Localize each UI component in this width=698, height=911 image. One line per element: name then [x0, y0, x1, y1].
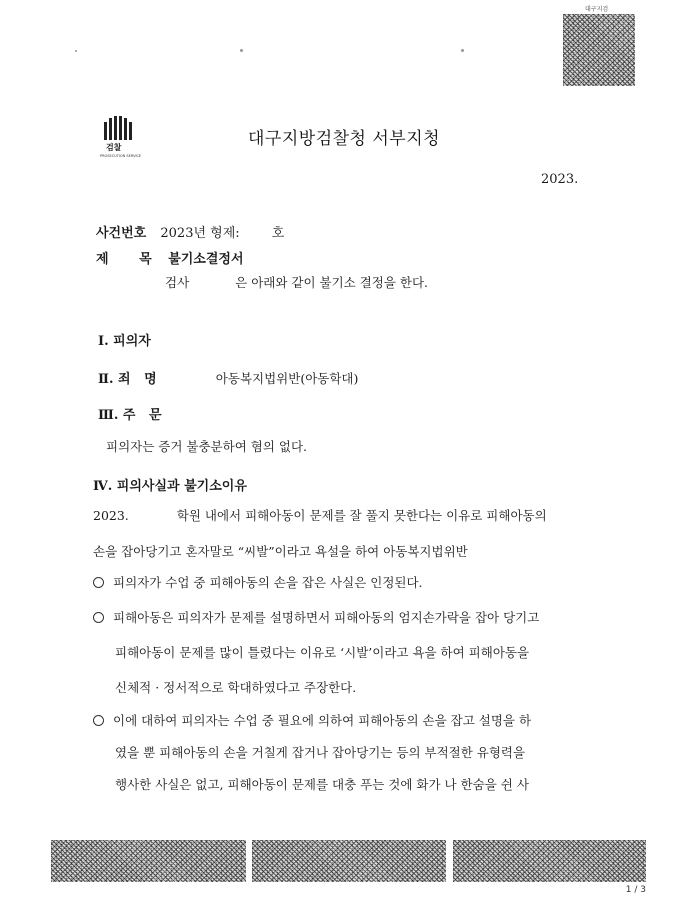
section-order-body: 피의자는 증거 불충분하여 혐의 없다.: [106, 439, 307, 454]
case-number-label: 사건번호: [96, 226, 147, 241]
document-date: 2023.: [541, 172, 579, 187]
bullet-1-text: 피의자가 수업 중 피해아동의 손을 잡은 사실은 인정된다.: [113, 575, 423, 590]
case-title-label-1: 제: [96, 252, 109, 267]
logo-subtitle: PROSECUTION SERVICE: [100, 154, 142, 158]
logo-bars-icon: [104, 116, 148, 140]
office-title: 대구지방검찰청 서부지청: [248, 129, 441, 149]
bullet-2-line1: 피해아동은 피의자가 문제를 설명하면서 피해아동의 엄지손가락을 잡아 당기고: [113, 610, 540, 625]
seal-barcode-stamp: [563, 14, 635, 86]
bullet-2: [93, 608, 539, 626]
bullet-3-line2: 였을 뿐 피해아동의 손을 거칠게 잡거나 잡아당기는 등의 부적절한 유형력을: [115, 745, 526, 760]
bullet-circle-icon: [93, 577, 104, 588]
case-number-colon: :: [235, 226, 240, 241]
case-number-suffix: 호: [271, 226, 285, 241]
decision-row: [165, 273, 428, 291]
page-number: 1 / 3: [625, 885, 646, 895]
decision-text: 은 아래와 같이 불기소 결정을 한다.: [235, 275, 429, 290]
logo-name: 검찰: [106, 143, 122, 152]
scan-dot: [75, 50, 77, 52]
section-charge: [98, 368, 358, 387]
case-number-value: 2023년 형제: [160, 226, 236, 241]
section-suspect: Ⅰ. 피의자: [98, 334, 151, 349]
section-order: Ⅲ. 주 문: [98, 408, 162, 423]
case-title-label-2: 목: [139, 252, 152, 267]
section-reasons: Ⅳ. 피의사실과 불기소이유: [93, 479, 247, 494]
section-charge-label: Ⅱ. 죄 명: [98, 372, 157, 387]
bullet-2-line2: 피해아동이 문제를 많이 틀렸다는 이유로 ‘시발’이라고 욕을 하여 피해아동을: [115, 645, 530, 660]
body-p1-line1: [93, 506, 547, 524]
bullet-circle-icon: [93, 715, 104, 726]
prosecution-logo: [100, 116, 148, 158]
body-p1-text: 학원 내에서 피해아동이 문제를 잘 풀지 못한다는 이유로 피해아동의: [176, 508, 547, 523]
section-charge-value: 아동복지법위반(아동학대): [215, 371, 359, 386]
bullet-1: [93, 573, 423, 591]
body-p1-line2: 손을 잡아당기고 혼자말로 “씨발”이라고 욕설을 하여 아동복지법위반: [93, 544, 468, 559]
case-title-row: [96, 248, 244, 267]
bullet-2-line3: 신체적 · 정서적으로 학대하였다고 주장한다.: [115, 680, 357, 695]
bullet-circle-icon: [93, 612, 104, 623]
case-number-row: [96, 222, 284, 241]
case-title-value: 불기소결정서: [168, 252, 244, 267]
prosecutor-label: 검사: [165, 275, 190, 290]
scan-dot: [461, 49, 464, 52]
footer-barcode-strip: [252, 840, 446, 882]
scan-dot: [240, 49, 243, 52]
footer-barcode-strip: [453, 840, 646, 882]
seal-label: 대구지검: [585, 6, 609, 13]
bullet-3: [93, 711, 531, 729]
footer-barcode-strip: [51, 840, 246, 882]
bullet-3-line3: 행사한 사실은 없고, 피해아동이 문제를 대충 푸는 것에 화가 나 한숨을 쉰 사: [115, 777, 529, 792]
body-p1-date: 2023.: [93, 508, 129, 523]
bullet-3-line1: 이에 대하여 피의자는 수업 중 필요에 의하여 피해아동의 손을 잡고 설명을 하: [113, 713, 532, 728]
